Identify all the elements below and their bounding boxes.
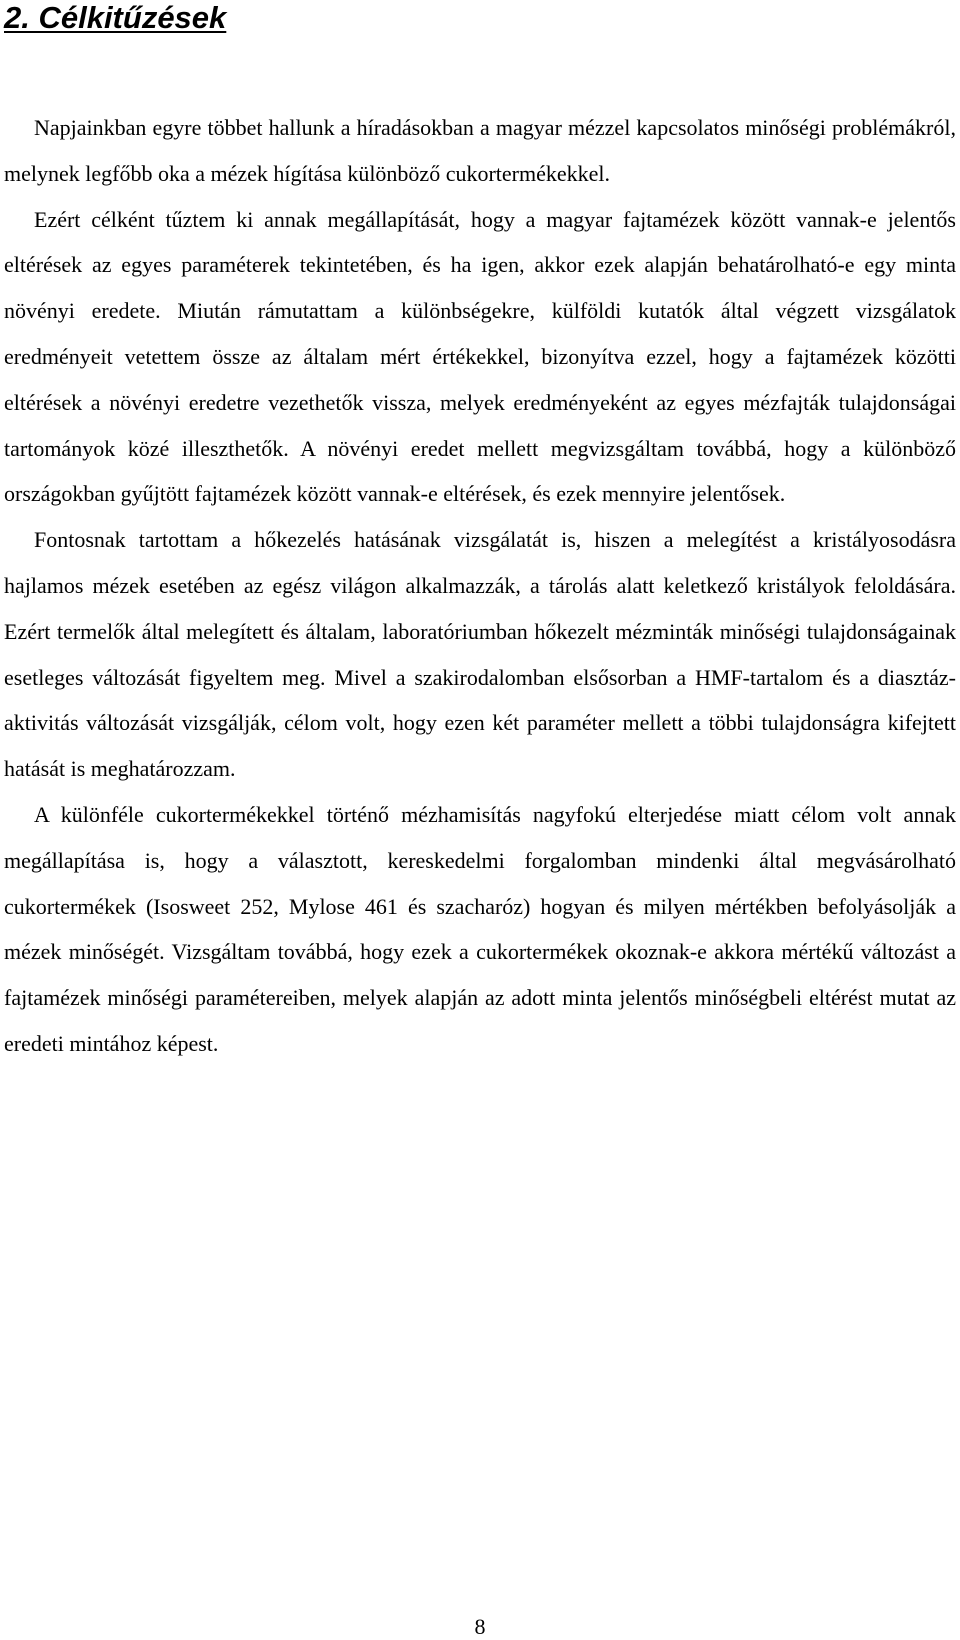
section-heading: 2. Célkitűzések: [4, 0, 227, 35]
paragraph-objective: Ezért célként tűztem ki annak megállapítását, hogy a magyar fajtamézek között vannak-e jelentős eltérések az egyes paraméterek tekintetében, és ha igen, akkor ezek alapján behatárolható-e egy minta növényi eredete. Miután rámutattam a különbségekre, külföldi kutatók által végzett vizsgálatok eredményeit vetettem össze az általam mért értékekkel, bizonyítva ezzel, hogy a fajtamézek közötti eltérések a növényi eredetre vezethetők vissza, melyek eredményeként az egyes mézfajták tulajdonságai tartományok közé illeszthetők. A növényi eredet mellett megvizsgáltam továbbá, hogy a különböző országokban gyűjtött fajtamézek között vannak-e eltérések, és ezek mennyire jelentősek.: [4, 206, 956, 507]
page-number: 8: [474, 1614, 486, 1639]
paragraph-intro: Napjainkban egyre többet hallunk a híradásokban a magyar mézzel kapcsolatos minőségi problémákról, melynek legfőbb oka a mézek hígítása különböző cukortermékekkel.: [4, 115, 956, 186]
paragraph-adulteration: A különféle cukortermékekkel történő mézhamisítás nagyfokú elterjedése miatt célom volt annak megállapítása is, hogy a választott, kereskedelmi forgalomban mindenki által megvásárolható cukortermékek (Isosweet 252, Mylose 461 és szacharóz) hogyan és milyen mértékben befolyásolják a mézek minőségét. Vizsgáltam továbbá, hogy ezek a cukortermékek okoznak-e akkora mértékű változást a fajtamézek minőségi paramétereiben, melyek alapján az adott minta jelentős minőségbeli eltérést mutat az eredeti mintához képest.: [4, 801, 956, 1056]
paragraph-heat-treatment: Fontosnak tartottam a hőkezelés hatásának vizsgálatát is, hiszen a melegítést a kristályosodásra hajlamos mézek esetében az egész világon alkalmazzák, a tárolás alatt keletkező kristályok feloldására. Ezért termelők által melegített és általam, laboratóriumban hőkezelt mézminták minőségi tulajdonságainak esetleges változását figyeltem meg. Mivel a szakirodalomban elsősorban a HMF-tartalom és a diasztáz-aktivitás változását vizsgálják, célom volt, hogy ezen két paraméter mellett a többi tulajdonságra kifejtett hatását is meghatározzam.: [4, 527, 956, 782]
body-text: [4, 105, 956, 1067]
